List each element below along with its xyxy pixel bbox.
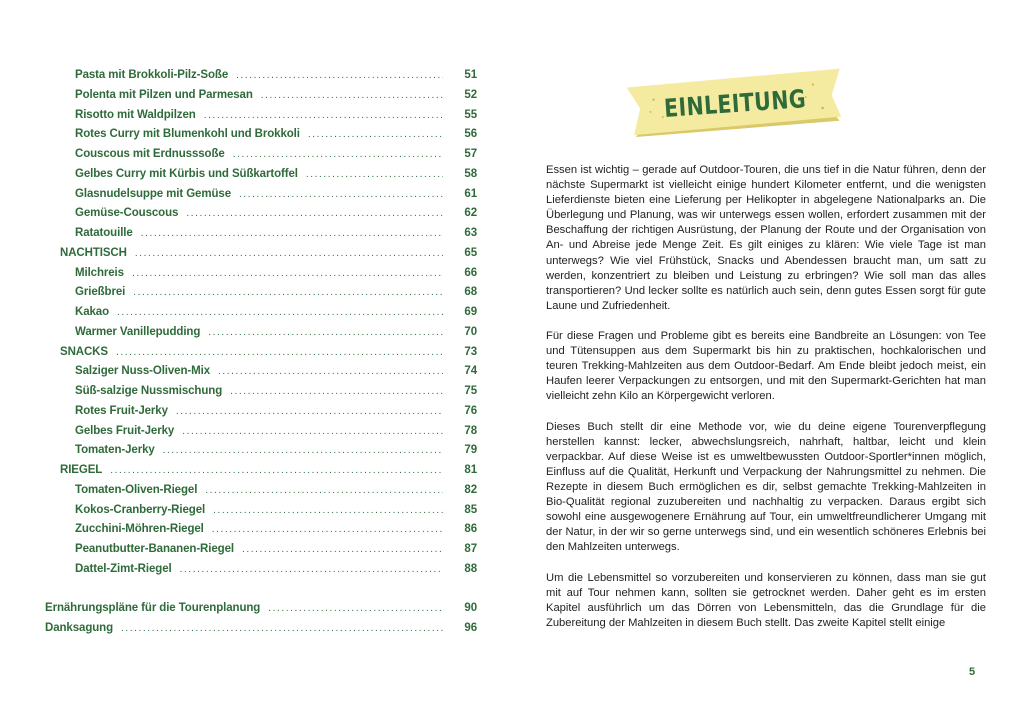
toc-entry[interactable] bbox=[45, 264, 475, 284]
toc-entry[interactable] bbox=[45, 145, 475, 165]
toc-leader-dots bbox=[230, 382, 443, 402]
chapter-title: EINLEITUNG bbox=[663, 83, 807, 123]
toc-leader-dots bbox=[239, 185, 443, 205]
toc-entry[interactable] bbox=[45, 501, 475, 521]
toc-entry-title: Polenta mit Pilzen und Parmesan bbox=[75, 88, 253, 101]
toc-entry-title: Pasta mit Brokkoli-Pilz-Soße bbox=[75, 69, 229, 81]
toc-leader-dots bbox=[261, 86, 443, 106]
toc-leader-dots bbox=[133, 283, 443, 303]
toc-entry-title: Tomaten-Oliven-Riegel bbox=[75, 483, 198, 496]
toc-entry-page: 79 bbox=[464, 444, 477, 457]
toc-leader-dots bbox=[132, 264, 443, 284]
toc-leader-dots bbox=[121, 619, 443, 639]
toc-entry-page: 82 bbox=[464, 483, 477, 496]
toc-entry-title: Danksagung bbox=[45, 622, 114, 634]
toc-entry-page: 66 bbox=[464, 266, 477, 279]
toc-entry[interactable] bbox=[45, 362, 475, 382]
toc-entry-page: 69 bbox=[464, 306, 477, 318]
toc-entry-title: Gemüse-Couscous bbox=[75, 207, 179, 220]
toc-entry[interactable] bbox=[45, 303, 475, 323]
toc-leader-dots bbox=[204, 106, 443, 126]
toc-leader-dots bbox=[268, 599, 443, 619]
paragraph: Essen ist wichtig – gerade auf Outdoor-Touren, die uns tief in die Natur führen, denn der nächste Supermarkt ist vielleicht einige hundert Kilometer entfernt, und die wenigsten Lieferdienste bieten eine Lieferung per Helikopter in abgelegene Nationalparks an. Die Überlegung und Planung, was wir unterwegs essen wollen, erfordert zusammen mit der Beschaffung der richtigen Ausrüstung, der Planung der Route und der Organisation von An- und Abreise jede Menge Zeit. Es gilt einiges zu klären: Wie viele Tage ist man unterwegs? Wie viel Frühstück, Snacks und Abendessen braucht man, um satt zu werden, konzentriert zu bleiben und Leistung zu erbringen? Wie soll man das alles transportieren? Und lecker sollte es natürlich auch sein, denn gutes Essen sorgt für gute Laune und Zufriedenheit. bbox=[546, 164, 986, 312]
toc-leader-dots bbox=[233, 145, 443, 165]
toc-entry-title: Ernährungspläne für die Tourenplanung bbox=[45, 602, 261, 615]
toc-entry[interactable] bbox=[45, 461, 475, 481]
toc-leader-dots bbox=[218, 362, 443, 382]
toc-leader-dots bbox=[117, 303, 443, 323]
table-of-contents bbox=[45, 66, 475, 639]
toc-entry[interactable] bbox=[45, 66, 475, 86]
toc-leader-dots bbox=[205, 481, 443, 501]
paragraph: Für diese Fragen und Probleme gibt es bereits eine Bandbreite an Lösungen: von Tee und Tütensuppen aus dem Supermarkt bis hin zu praktischen, hochkalorischen und teuren Trekking-Mahlzeiten aus dem Outdoor-Bedarf. Am Ende bleibt jedoch meist, ein Haufen leerer Verpackungen zu entsorgen, und mit den Supermarkt-Gerichten hat man vielleicht zehn Kilo an Körpergewicht verloren. bbox=[546, 330, 986, 403]
toc-entry-page: 52 bbox=[464, 88, 477, 101]
toc-leader-dots bbox=[208, 323, 443, 343]
toc-entry-page: 74 bbox=[464, 365, 477, 378]
toc-leader-dots bbox=[116, 343, 443, 363]
toc-entry-title: Kakao bbox=[75, 306, 110, 318]
toc-entry-title: Zucchini-Möhren-Riegel bbox=[75, 523, 204, 536]
toc-entry-title: Peanutbutter-Bananen-Riegel bbox=[75, 543, 234, 555]
toc-entry[interactable] bbox=[45, 481, 475, 501]
toc-entry-page: 75 bbox=[464, 385, 477, 397]
toc-entry-page: 81 bbox=[464, 464, 477, 476]
toc-entry-title: NACHTISCH bbox=[60, 246, 127, 259]
chapter-banner bbox=[622, 64, 848, 141]
toc-entry-title: Tomaten-Jerky bbox=[75, 444, 155, 457]
toc-entry-page: 57 bbox=[464, 148, 477, 160]
toc-entry[interactable] bbox=[45, 619, 475, 639]
toc-entry-page: 88 bbox=[464, 562, 477, 575]
toc-entry-title: Risotto mit Waldpilzen bbox=[75, 108, 196, 121]
toc-entry-page: 90 bbox=[464, 602, 477, 615]
toc-entry[interactable] bbox=[45, 441, 475, 461]
toc-leader-dots bbox=[176, 402, 443, 422]
toc-leader-dots bbox=[186, 204, 443, 224]
toc-entry[interactable] bbox=[45, 244, 475, 264]
toc-entry-page: 96 bbox=[464, 622, 477, 634]
toc-entry-page: 70 bbox=[464, 325, 477, 338]
right-page bbox=[510, 0, 1020, 720]
toc-entry[interactable] bbox=[45, 382, 475, 402]
toc-entry-page: 87 bbox=[464, 543, 477, 555]
toc-entry[interactable] bbox=[45, 204, 475, 224]
toc-entry-title: Süß-salzige Nussmischung bbox=[75, 385, 223, 397]
toc-entry-page: 86 bbox=[464, 523, 477, 536]
toc-entry-title: Glasnudelsuppe mit Gemüse bbox=[75, 187, 231, 200]
toc-leader-dots bbox=[308, 125, 443, 145]
toc-entry[interactable] bbox=[45, 599, 475, 619]
toc-entry[interactable] bbox=[45, 520, 475, 540]
toc-leader-dots bbox=[242, 540, 443, 560]
toc-entry-title: Milchreis bbox=[75, 266, 124, 279]
toc-leader-dots bbox=[306, 165, 443, 185]
toc-entry[interactable] bbox=[45, 343, 475, 363]
paragraph: Dieses Buch stellt dir eine Methode vor, wie du deine eigene Tourenverpflegung herstellen kannst: lecker, abwechslungsreich, nahrhaft, haltbar, leicht und klein verpackbar. Auf diese Weise ist es umweltbewussten Outdoor-Sportler*innen möglich, Einfluss auf die Qualität, Herkunft und Verpackung der Nahrungsmittel zu nehmen. Die Rezepte in diesem Buch ermöglichen es dir, selbst gemachte Trekking-Mahlzeiten in Bio-Qualität regional zuzubereiten und nachhaltig zu verpacken. Daraus ergibt sich sowohl eine ausgewogenere Ernährung auf Tour, ein umweltfreundlicherer Umgang mit der Natur, in der wir so gerne unterwegs sind, und ein wesentlich schöneres Erlebnis bei den Mahlzeiten unterwegs. bbox=[546, 420, 986, 554]
toc-entry-page: 55 bbox=[464, 108, 477, 121]
toc-entry-title: Gelbes Fruit-Jerky bbox=[75, 424, 175, 437]
toc-entry-page: 78 bbox=[464, 424, 477, 437]
toc-leader-dots bbox=[212, 520, 443, 540]
toc-entry-page: 85 bbox=[464, 503, 477, 516]
toc-entry-title: Rotes Fruit-Jerky bbox=[75, 404, 168, 417]
toc-leader-dots bbox=[180, 560, 443, 580]
toc-leader-dots bbox=[163, 441, 443, 461]
toc-entry[interactable] bbox=[45, 540, 475, 560]
toc-entry-page: 65 bbox=[464, 246, 477, 259]
toc-entry[interactable] bbox=[45, 422, 475, 442]
toc-leader-dots bbox=[213, 501, 443, 521]
toc-entry-page: 61 bbox=[464, 187, 477, 200]
toc-entry[interactable] bbox=[45, 165, 475, 185]
toc-leader-dots bbox=[236, 66, 443, 86]
toc-entry-title: SNACKS bbox=[60, 345, 108, 358]
toc-entry-title: Rotes Curry mit Blumenkohl und Brokkoli bbox=[75, 128, 300, 141]
toc-entry-title: Kokos-Cranberry-Riegel bbox=[75, 503, 206, 516]
toc-entry-page: 62 bbox=[464, 207, 477, 220]
toc-entry-title: RIEGEL bbox=[60, 464, 103, 476]
toc-entry-page: 58 bbox=[464, 167, 477, 180]
toc-leader-dots bbox=[135, 244, 443, 264]
toc-entry-page: 68 bbox=[464, 286, 477, 299]
toc-entry-page: 56 bbox=[464, 128, 477, 141]
toc-entry[interactable] bbox=[45, 402, 475, 422]
toc-entry[interactable] bbox=[45, 224, 475, 244]
toc-entry-title: Couscous mit Erdnusssoße bbox=[75, 148, 225, 160]
toc-leader-dots bbox=[182, 422, 443, 442]
toc-entry-title: Gelbes Curry mit Kürbis und Süßkartoffel bbox=[75, 167, 298, 180]
toc-entry[interactable] bbox=[45, 323, 475, 343]
toc-entry[interactable] bbox=[45, 125, 475, 145]
toc-entry[interactable] bbox=[45, 185, 475, 205]
paragraph: Um die Lebensmittel so vorzubereiten und konservieren zu können, dass man sie gut mit auf Tour nehmen kann, sollten sie getrocknet werden. Daher geht es im ersten Kapitel ausführlich um das Dörren von Lebensmitteln, das die Grundlage für die Zubereitung der Mahlzeiten in diesem Buch stellt. Das zweite Kapitel stellt einige bbox=[546, 571, 986, 629]
body-text bbox=[546, 163, 986, 646]
toc-entry[interactable] bbox=[45, 106, 475, 126]
toc-entry-title: Salziger Nuss-Oliven-Mix bbox=[75, 365, 210, 378]
toc-leader-dots bbox=[141, 224, 443, 244]
toc-entry-title: Warmer Vanillepudding bbox=[75, 325, 201, 338]
toc-entry[interactable] bbox=[45, 86, 475, 106]
toc-entry-page: 63 bbox=[464, 227, 477, 239]
page-number: 5 bbox=[969, 666, 976, 678]
toc-leader-dots bbox=[110, 461, 443, 481]
toc-entry-page: 73 bbox=[464, 345, 477, 358]
toc-entry[interactable] bbox=[45, 560, 475, 580]
toc-entry-title: Dattel-Zimt-Riegel bbox=[75, 562, 172, 575]
toc-entry-page: 51 bbox=[464, 69, 477, 81]
toc-entry-page: 76 bbox=[464, 404, 477, 417]
toc-entry-title: Grießbrei bbox=[75, 286, 126, 299]
toc-entry-title: Ratatouille bbox=[75, 227, 133, 239]
toc-entry[interactable] bbox=[45, 283, 475, 303]
